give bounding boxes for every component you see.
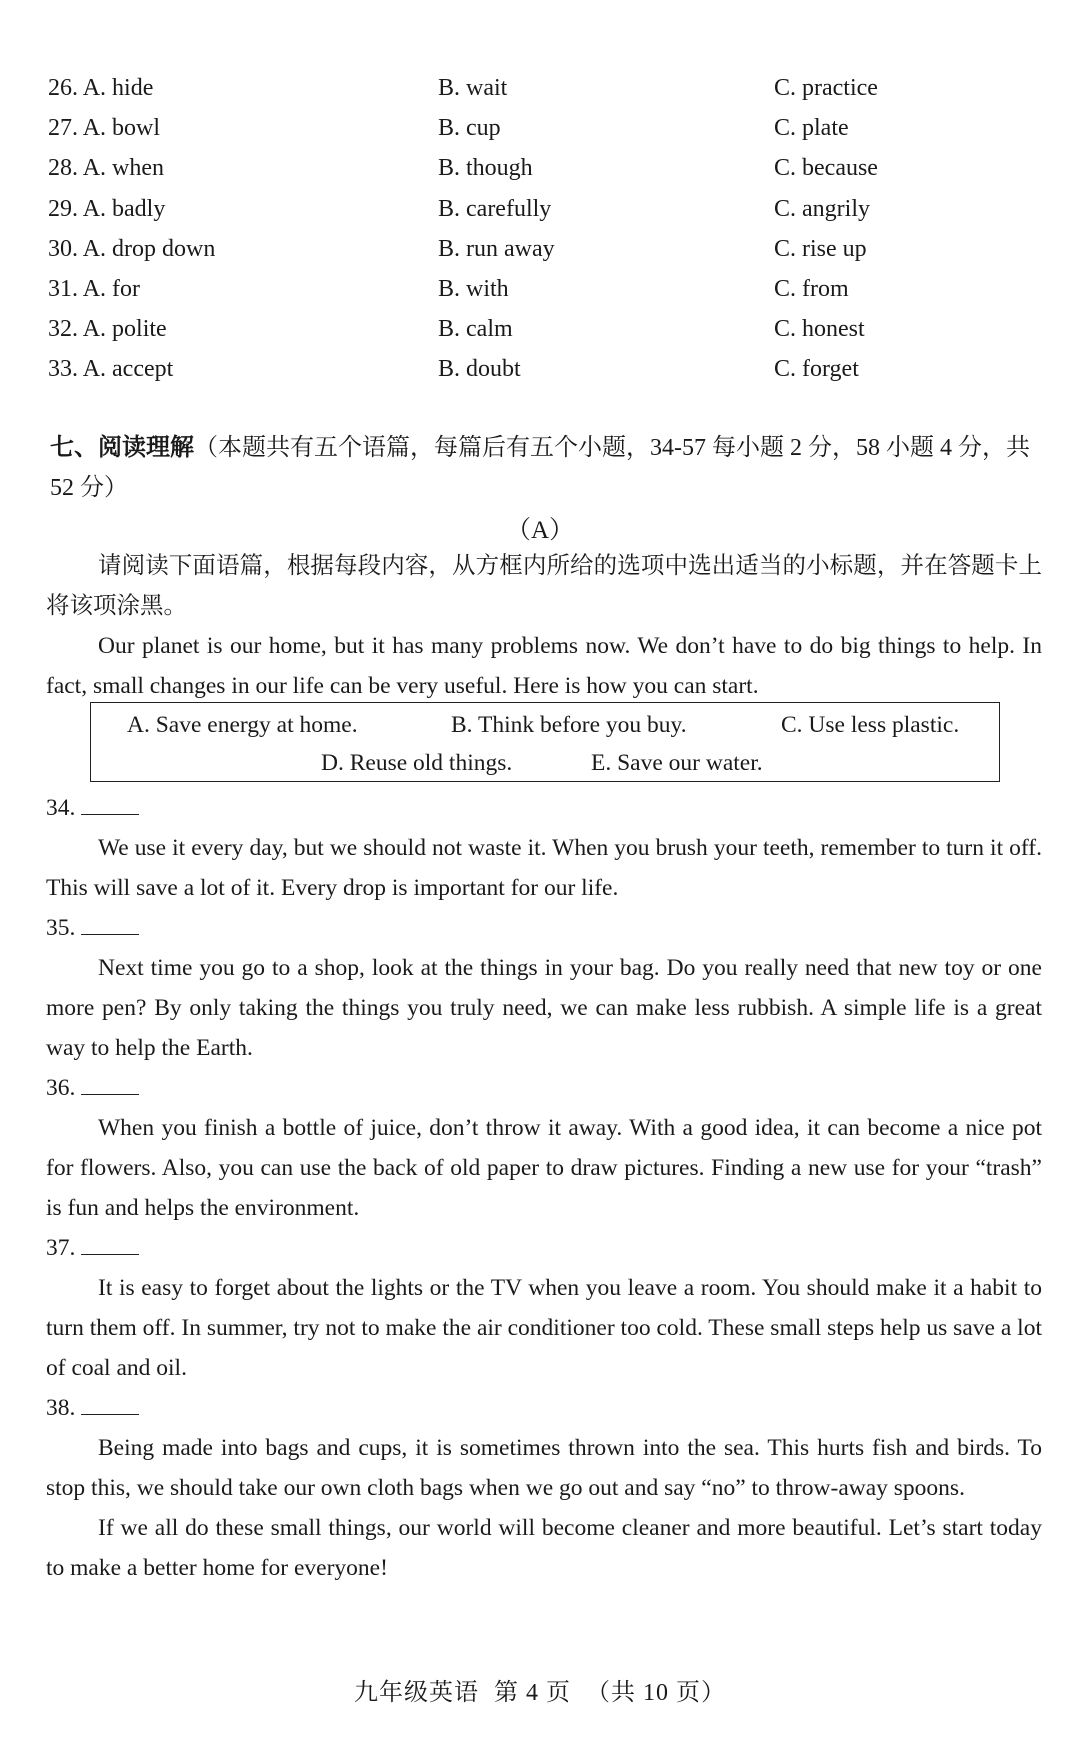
heading-options-box: [90, 702, 1000, 782]
option-a: A. polite: [82, 316, 167, 343]
box-option-d: D. Reuse old things.: [321, 750, 513, 776]
question-number: 26.: [48, 75, 78, 101]
option-b: B. calm: [438, 316, 513, 343]
option-a: A. badly: [82, 195, 166, 222]
option-c: C. from: [774, 275, 849, 302]
box-option-b: B. Think before you buy.: [451, 712, 687, 738]
answer-blank[interactable]: [81, 1232, 139, 1255]
question-number: 28.: [48, 155, 78, 182]
option-row: [48, 309, 1048, 349]
option-row: [48, 148, 1048, 188]
option-b: B. though: [438, 155, 533, 182]
question-number: 27.: [48, 115, 78, 142]
option-a: A. bowl: [82, 115, 161, 142]
box-option-a: A. Save energy at home.: [127, 712, 358, 738]
box-option-c: C. Use less plastic.: [781, 712, 960, 738]
footer-total-pages: （共 10 页）: [586, 1680, 726, 1706]
option-b: B. run away: [438, 235, 555, 262]
option-a: A. when: [82, 155, 165, 182]
question-number: 31.: [48, 275, 78, 302]
page-footer: [0, 1672, 1080, 1707]
option-a: A. accept: [82, 356, 174, 383]
question-34: 34.: [46, 788, 139, 828]
paragraph-34: We use it every day, but we should not waste it. When you brush your teeth, remember to turn it off. This will save a lot of it. Every drop is important for our life.: [46, 835, 1042, 901]
option-c: C. practice: [774, 75, 878, 101]
question-36: 36.: [46, 1068, 139, 1108]
answer-blank[interactable]: [81, 792, 139, 815]
passage-intro: Our planet is our home, but it has many problems now. We don’t have to do big things to help. In fact, small changes in our life can be very useful. Here is how you can start.: [46, 633, 1042, 699]
paragraph-35: Next time you go to a shop, look at the things in your bag. Do you really need that new toy or one more pen? By only taking the things you truly need, we can make less rubbish. A simple life is a great way to help the Earth.: [46, 955, 1042, 1061]
footer-page-number: 第 4 页: [494, 1680, 571, 1706]
option-a: A. for: [82, 275, 141, 302]
closing-paragraph: If we all do these small things, our world will become cleaner and more beautiful. Let’s start today to make a better home for everyone!: [46, 1515, 1042, 1581]
option-row: [48, 189, 1048, 229]
option-row: [48, 349, 1048, 389]
section-title: 七、阅读理解: [50, 435, 194, 461]
option-c: C. forget: [774, 356, 859, 383]
box-option-e: E. Save our water.: [591, 750, 763, 776]
passage-label: （A）: [505, 517, 575, 544]
paragraph-37: It is easy to forget about the lights or the TV when you leave a room. You should make it a habit to turn them off. In summer, try not to make the air conditioner too cold. These small steps help us save a lot of coal and oil.: [46, 1275, 1042, 1381]
answer-blank[interactable]: [81, 912, 139, 935]
option-b: B. doubt: [438, 356, 521, 383]
cloze-options: [48, 68, 1048, 390]
answer-blank[interactable]: [81, 1392, 139, 1415]
footer-course: 九年级英语: [354, 1680, 479, 1706]
option-b: B. cup: [438, 115, 501, 142]
paragraph-36: When you finish a bottle of juice, don’t throw it away. With a good idea, it can become a nice pot for flowers. Also, you can use the back of old paper to draw pictures. Finding a new use for your “trash” is fun and helps the environment.: [46, 1115, 1042, 1221]
question-number: 33.: [48, 356, 78, 383]
question-number: 32.: [48, 316, 78, 343]
section-heading: [50, 428, 1040, 508]
option-row: [48, 68, 1048, 108]
section-description: （本题共有五个语篇，每篇后有五个小题，34-57 每小题 2 分，58 小题 4 分，共 52 分）: [50, 435, 1030, 501]
option-a: A. drop down: [82, 235, 216, 262]
question-38: 38.: [46, 1388, 139, 1428]
option-c: C. because: [774, 155, 878, 182]
option-b: B. wait: [438, 75, 508, 101]
option-a: A. hide: [82, 75, 154, 101]
option-b: B. carefully: [438, 195, 552, 222]
question-35: 35.: [46, 908, 139, 948]
option-c: C. plate: [774, 115, 849, 142]
passage-instruction: 请阅读下面语篇，根据每段内容，从方框内所给的选项中选出适当的小标题，并在答题卡上将该项涂黑。: [46, 553, 1042, 619]
option-c: C. honest: [774, 316, 865, 343]
option-row: [48, 229, 1048, 269]
question-number: 30.: [48, 235, 78, 262]
option-row: [48, 269, 1048, 309]
option-c: C. angrily: [774, 195, 870, 222]
option-row: [48, 108, 1048, 148]
question-number: 29.: [48, 195, 78, 222]
answer-blank[interactable]: [81, 1072, 139, 1095]
option-c: C. rise up: [774, 235, 867, 262]
question-37: 37.: [46, 1228, 139, 1268]
paragraph-38: Being made into bags and cups, it is sometimes thrown into the sea. This hurts fish and birds. To stop this, we should take our own cloth bags when we go out and say “no” to throw-away spoons.: [46, 1435, 1042, 1501]
option-b: B. with: [438, 275, 509, 302]
